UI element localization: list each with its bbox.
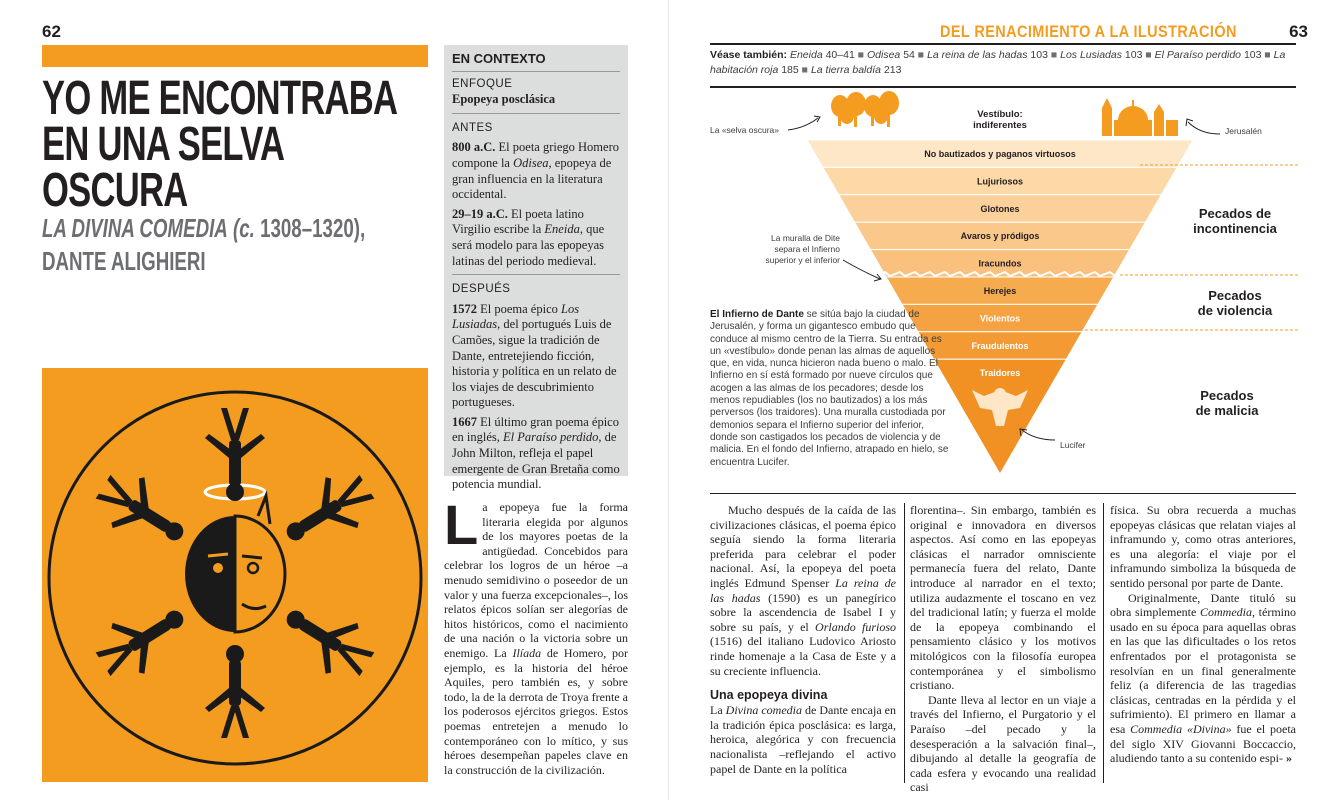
page-gutter xyxy=(668,0,669,800)
context-title: EN CONTEXTO xyxy=(452,51,620,72)
body-column-1: Mucho después de la caída de las civilizaciones clásicas, el poema épico seguía siendo la forma literaria preferida para celebrar el poder nacional. Así, la epopeya del poeta inglés Edmund Spenser La reina de las hadas (1590) es un panegírico sobre la ascendencia de Isabel I y sobre su país, y el Orlando furioso (1516) del italiano Ludovico Ariosto rinde homenaje a la Casa de Este y a su creciente influencia. Una epopeya divina La Divina comedia de Dante encaja en la tradición épica posclásica: es larga, heroica, alegórica y con frecuencia nacionalista –reflejando el activo papel de Dante en la política xyxy=(710,503,897,776)
body-column-2: florentina–. Sin embargo, también es original e innovadora en diversos aspectos. Así como en las epopeyas clásicas el narrador omnisciente permanecía fuera del relato, Dante introduce al narrador en el texto; utiliza audazmente el toscano en vez del tradicional latín; y fuerza el molde de la epopeya combinando el pensamiento clásico y los motivos mitológicos con la filosofía europea contemporánea y el simbolismo cristiano. Dante lleva al lector en un viaje a través del Infierno, el Purgatorio y el Paraíso –del pecado y la desesperación a la salvación final–, dibujando al detalle la geografía de cada esfera y evocando una realidad casi xyxy=(910,503,1096,795)
jerusalem-label: Jerusalén xyxy=(1225,126,1262,136)
headline xyxy=(42,72,445,217)
circle-label: Violentos xyxy=(979,313,1021,324)
group-violence-1: Pecados xyxy=(1208,288,1262,303)
see-also-item[interactable]: Eneida 40–41 xyxy=(789,49,855,61)
circle-label: Fraudulentos xyxy=(971,340,1029,351)
focus-label: ENFOQUE xyxy=(452,77,513,90)
author-name: DANTE ALIGHIERI xyxy=(42,246,206,276)
rule xyxy=(710,86,1296,88)
context-entry: 1667 El último gran poema épico en inglés, El Paraíso perdido, de John Milton, refleja el papel emergente de Gran Bretaña como potencia mundial. xyxy=(452,414,620,492)
headline-line-3: OSCURA xyxy=(42,164,188,217)
see-also-item[interactable]: Los Lusiadas 103 xyxy=(1060,49,1143,61)
circle-label: Lujuriosos xyxy=(976,176,1024,187)
wall-label-1: La muralla de Dite xyxy=(771,233,840,243)
group-incontinence-1: Pecados de xyxy=(1198,206,1272,221)
inferno-caption: El Infierno de Dante se sitúa bajo la ciudad de Jerusalén, y forma un gigantesco embudo que conduce al mismo centro de la Tierra. Su entrada es un «vestíbulo» donde penan las almas de aquellos que, en vida, nunca hicieron nada bueno o malo. El Infierno en sí está formado por nueve círculos que acogen a las almas de los pecadores; desde los menos repudiables (los no bautizados) a los más perversos (los traidores). Una muralla custodiada por demonios separa el Infierno superior del inferior, donde son castigados los pecados de violencia y de malicia. En el fondo del Infierno, atrapado en hielo, se encuentra Lucifer. xyxy=(710,309,949,468)
vestibule-label-2: indiferentes xyxy=(973,120,1027,131)
see-also: Véase también: Eneida 40–41 ■ Odisea 54 ■ La reina de las hadas 103 ■ Los Lusiadas 103 ■ El Paraíso perdido 103 ■ La habitación roja 185 ■ La tierra baldía 213 xyxy=(710,49,1286,76)
wall-label-2: separa el Infierno xyxy=(774,244,840,254)
accent-bar xyxy=(42,45,428,67)
before-label: ANTES xyxy=(452,121,493,134)
vestibule-label: Vestíbulo: xyxy=(977,109,1023,120)
dark-wood-label: La «selva oscura» xyxy=(710,125,779,135)
dante-illustration xyxy=(42,368,428,782)
group-violence-2: de violencia xyxy=(1197,303,1273,318)
jerusalem-icon xyxy=(1102,98,1178,136)
see-also-item[interactable]: La habitación roja 185 xyxy=(710,49,1286,76)
section-heading: Una epopeya divina xyxy=(710,688,828,703)
group-malice-2: de malicia xyxy=(1195,403,1259,418)
body-column-3: física. Su obra recuerda a muchas epopeyas clásicas que relatan viajes al inframundo y, como otras anteriores, es una alegoría: el viaje por el inframundo simboliza la búsqueda de sentido personal por parte de Dante. Originalmente, Dante tituló su obra simplemente Commedia, término usado en su época para aquellas obras en las que las dificultades o los retos enfrentados por el protagonista se resolvían en un final generalmente feliz (a diferencia de las tragedias clásicas, centradas en la pérdida y el sufrimiento). El primero en llamar a esa Commedia «Divina» fue el poeta del siglo XIV Giovanni Boccaccio, aludiendo tanto a su contenido espi- » xyxy=(1110,503,1297,766)
focus-value: Epopeya posclásica xyxy=(452,92,556,107)
work-title: LA DIVINA COMEDIA xyxy=(42,213,228,243)
context-entry: 29–19 a.C. El poeta latino Virgilio escribe la Eneida, que será modelo para las epopeyas latinas del periodo medieval. xyxy=(452,206,605,268)
column-rule xyxy=(1103,503,1104,783)
see-also-item[interactable]: Odisea 54 xyxy=(866,49,915,61)
dante-face-icon xyxy=(185,485,285,632)
see-also-item[interactable]: La tierra baldía 213 xyxy=(810,63,902,76)
circle-label: Glotones xyxy=(980,203,1020,214)
subtitle xyxy=(42,215,445,241)
trees-icon xyxy=(831,91,899,127)
lucifer-label: Lucifer xyxy=(1060,440,1086,450)
column-rule xyxy=(904,503,905,783)
circle-label: No bautizados y paganos virtuosos xyxy=(924,149,1076,159)
page-number-right: 63 xyxy=(1289,22,1308,41)
context-box xyxy=(444,45,628,492)
continued-mark: » xyxy=(1285,751,1292,766)
wall-label-3: superior y el inferior xyxy=(765,255,840,265)
circle-label: Avaros y pródigos xyxy=(960,231,1040,242)
page-number-left: 62 xyxy=(42,22,61,41)
after-label: DESPUÉS xyxy=(452,283,511,296)
context-entry: 800 a.C. El poeta griego Homero compone la Odisea, epopeya de gran influencia en la literatura occidental. xyxy=(452,140,619,202)
rule xyxy=(710,43,1296,45)
work-date-circa: (c. xyxy=(233,213,255,243)
headline-line-2: EN UNA SELVA xyxy=(42,118,285,171)
group-incontinence-2: incontinencia xyxy=(1193,221,1277,236)
headline-line-1: YO ME ENCONTRABA xyxy=(42,72,398,125)
running-head: DEL RENACIMIENTO A LA ILUSTRACIÓN xyxy=(940,22,1237,41)
circle-label: Iracundos xyxy=(978,258,1022,269)
work-date: 1308–1320), xyxy=(254,213,366,243)
drop-cap: L xyxy=(444,493,479,556)
body-text-left: La epopeya fue la forma literaria elegida por algunos de los mayores poetas de la antigüedad. Concebidos para celebrar los logros de un héroe –a menudo semidivino o poseedor de un valor y una fuerza excepcionales–, los relatos épicos solían ser alegorías de hitos históricos, como el nacimiento de una nación o la victoria sobre un enemigo. La Ilíada de Homero, por ejemplo, es la historia del héroe Aquiles, pero también es, y sobre todo, la de la derrota de Troya frente a los poderosos ejércitos griegos. Estos poemas entretejen a menudo lo contemporáneo con lo mítico, y sus héroes desempeñan papeles clave en la construcción de la civilización. xyxy=(444,493,628,777)
context-entry: 1572 El poema épico Los Lusiadas, del portugués Luis de Camões, sigue la tradición de Dante, entretejiendo ficción, historia y política en un relato de los viajes de descubrimiento portugueses. xyxy=(452,301,617,410)
rule xyxy=(710,493,1296,494)
see-also-item[interactable]: La reina de las hadas 103 xyxy=(927,49,1048,61)
circle-label: Herejes xyxy=(983,286,1017,296)
group-malice-1: Pecados xyxy=(1200,388,1254,403)
circle-label: Traidores xyxy=(979,368,1021,379)
see-also-item[interactable]: El Paraíso perdido 103 xyxy=(1154,49,1262,61)
